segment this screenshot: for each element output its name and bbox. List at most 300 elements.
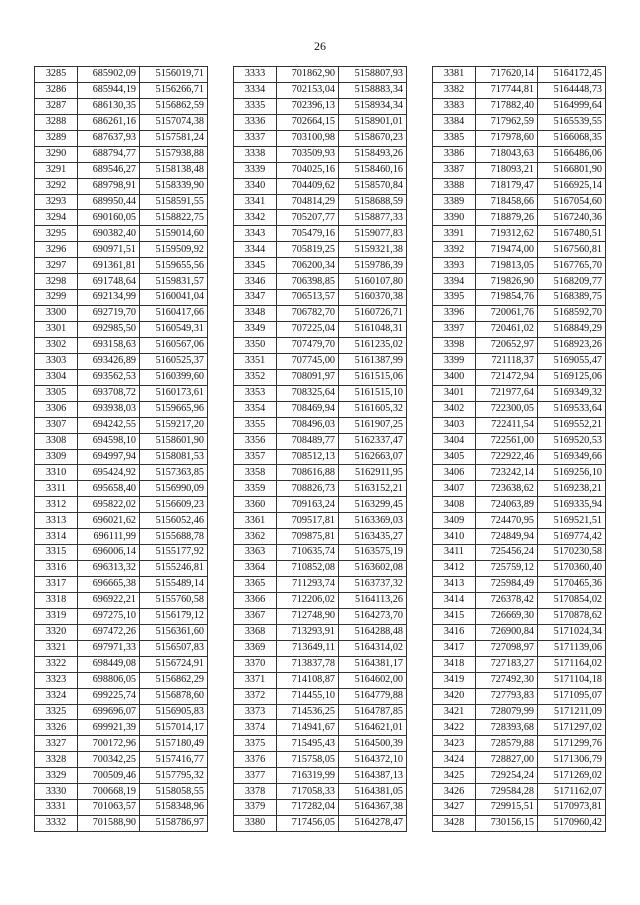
point-number-cell: 3291 [35,162,78,178]
point-number-cell: 3419 [433,672,476,688]
table-row [433,545,606,561]
table-row [234,608,407,624]
y-coordinate-cell: 5156361,60 [140,624,208,640]
x-coordinate-cell: 699225,74 [78,688,140,704]
x-coordinate-cell: 695658,40 [78,481,140,497]
x-coordinate-cell: 719312,62 [476,226,538,242]
point-number-cell: 3399 [433,353,476,369]
x-coordinate-cell: 695822,02 [78,497,140,513]
x-coordinate-cell: 707479,70 [277,337,339,353]
point-number-cell: 3420 [433,688,476,704]
y-coordinate-cell: 5166486,06 [538,146,606,162]
x-coordinate-cell: 703100,98 [277,130,339,146]
point-number-cell: 3394 [433,274,476,290]
x-coordinate-cell: 709163,24 [277,497,339,513]
x-coordinate-cell: 710635,74 [277,545,339,561]
x-coordinate-cell: 700668,19 [78,784,140,800]
table-row [35,672,208,688]
x-coordinate-cell: 729915,51 [476,800,538,816]
table-row [35,656,208,672]
table-row [234,656,407,672]
x-coordinate-cell: 708826,73 [277,481,339,497]
y-coordinate-cell: 5158081,53 [140,449,208,465]
point-number-cell: 3398 [433,337,476,353]
x-coordinate-cell: 702153,04 [277,82,339,98]
point-number-cell: 3403 [433,417,476,433]
x-coordinate-cell: 713293,91 [277,624,339,640]
x-coordinate-cell: 708616,88 [277,465,339,481]
x-coordinate-cell: 709875,81 [277,529,339,545]
y-coordinate-cell: 5161387,99 [339,353,407,369]
y-coordinate-cell: 5164278,47 [339,816,407,832]
point-number-cell: 3425 [433,768,476,784]
point-number-cell: 3366 [234,592,277,608]
point-number-cell: 3298 [35,274,78,290]
y-coordinate-cell: 5164381,05 [339,784,407,800]
x-coordinate-cell: 696006,14 [78,545,140,561]
y-coordinate-cell: 5155177,92 [140,545,208,561]
x-coordinate-cell: 696313,32 [78,561,140,577]
table-row [433,704,606,720]
table-row [234,481,407,497]
point-number-cell: 3328 [35,752,78,768]
y-coordinate-cell: 5164314,02 [339,640,407,656]
x-coordinate-cell: 702396,13 [277,98,339,114]
y-coordinate-cell: 5156724,91 [140,656,208,672]
table-row [433,417,606,433]
x-coordinate-cell: 696922,21 [78,592,140,608]
point-number-cell: 3375 [234,736,277,752]
x-coordinate-cell: 691361,81 [78,258,140,274]
point-number-cell: 3367 [234,608,277,624]
point-number-cell: 3330 [35,784,78,800]
table-row [35,816,208,832]
y-coordinate-cell: 5157363,85 [140,465,208,481]
point-number-cell: 3335 [234,98,277,114]
table-row [433,592,606,608]
x-coordinate-cell: 693426,89 [78,353,140,369]
y-coordinate-cell: 5169238,21 [538,481,606,497]
point-number-cell: 3413 [433,577,476,593]
table-row [433,577,606,593]
table-row [234,67,407,83]
point-number-cell: 3422 [433,720,476,736]
table-row [433,146,606,162]
table-row [35,210,208,226]
point-number-cell: 3421 [433,704,476,720]
y-coordinate-cell: 5160726,71 [339,306,407,322]
coordinates-table-2 [233,66,407,832]
y-coordinate-cell: 5170960,42 [538,816,606,832]
point-number-cell: 3289 [35,130,78,146]
y-coordinate-cell: 5160107,80 [339,274,407,290]
point-number-cell: 3333 [234,67,277,83]
point-number-cell: 3299 [35,290,78,306]
x-coordinate-cell: 697472,26 [78,624,140,640]
y-coordinate-cell: 5166068,35 [538,130,606,146]
x-coordinate-cell: 694242,55 [78,417,140,433]
x-coordinate-cell: 702664,15 [277,114,339,130]
y-coordinate-cell: 5161515,10 [339,385,407,401]
point-number-cell: 3308 [35,433,78,449]
table-row [234,561,407,577]
point-number-cell: 3405 [433,449,476,465]
x-coordinate-cell: 706200,34 [277,258,339,274]
point-number-cell: 3424 [433,752,476,768]
x-coordinate-cell: 719474,00 [476,242,538,258]
table-row [234,353,407,369]
y-coordinate-cell: 5166801,90 [538,162,606,178]
y-coordinate-cell: 5168209,77 [538,274,606,290]
table-row [234,784,407,800]
y-coordinate-cell: 5157014,17 [140,720,208,736]
y-coordinate-cell: 5158591,55 [140,194,208,210]
point-number-cell: 3364 [234,561,277,577]
table-row [433,194,606,210]
x-coordinate-cell: 703509,93 [277,146,339,162]
table-row [35,290,208,306]
y-coordinate-cell: 5161515,06 [339,369,407,385]
x-coordinate-cell: 719813,05 [476,258,538,274]
point-number-cell: 3290 [35,146,78,162]
point-number-cell: 3329 [35,768,78,784]
point-number-cell: 3363 [234,545,277,561]
y-coordinate-cell: 5163602,08 [339,561,407,577]
x-coordinate-cell: 722300,05 [476,401,538,417]
x-coordinate-cell: 699921,39 [78,720,140,736]
x-coordinate-cell: 691748,64 [78,274,140,290]
point-number-cell: 3368 [234,624,277,640]
y-coordinate-cell: 5158339,90 [140,178,208,194]
table-row [35,178,208,194]
table-row [234,688,407,704]
x-coordinate-cell: 724063,89 [476,497,538,513]
y-coordinate-cell: 5169349,66 [538,449,606,465]
x-coordinate-cell: 693158,63 [78,337,140,353]
point-number-cell: 3351 [234,353,277,369]
y-coordinate-cell: 5160370,38 [339,290,407,306]
y-coordinate-cell: 5156507,83 [140,640,208,656]
x-coordinate-cell: 714941,67 [277,720,339,736]
x-coordinate-cell: 718043,63 [476,146,538,162]
x-coordinate-cell: 706782,70 [277,306,339,322]
x-coordinate-cell: 727492,30 [476,672,538,688]
y-coordinate-cell: 5167765,70 [538,258,606,274]
y-coordinate-cell: 5162911,95 [339,465,407,481]
table-row [433,768,606,784]
point-number-cell: 3387 [433,162,476,178]
table-row [433,608,606,624]
y-coordinate-cell: 5155688,78 [140,529,208,545]
y-coordinate-cell: 5157581,24 [140,130,208,146]
point-number-cell: 3402 [433,401,476,417]
x-coordinate-cell: 696021,62 [78,513,140,529]
point-number-cell: 3340 [234,178,277,194]
x-coordinate-cell: 700172,96 [78,736,140,752]
y-coordinate-cell: 5158601,90 [140,433,208,449]
table-row [234,592,407,608]
table-row [234,210,407,226]
table-row [433,513,606,529]
y-coordinate-cell: 5164999,64 [538,98,606,114]
y-coordinate-cell: 5160417,66 [140,306,208,322]
point-number-cell: 3313 [35,513,78,529]
point-number-cell: 3302 [35,337,78,353]
y-coordinate-cell: 5158883,34 [339,82,407,98]
table-row [35,800,208,816]
table-row [35,561,208,577]
x-coordinate-cell: 693938,03 [78,401,140,417]
point-number-cell: 3365 [234,577,277,593]
point-number-cell: 3325 [35,704,78,720]
y-coordinate-cell: 5164602,00 [339,672,407,688]
point-number-cell: 3295 [35,226,78,242]
table-row [35,353,208,369]
point-number-cell: 3426 [433,784,476,800]
y-coordinate-cell: 5157795,32 [140,768,208,784]
table-row [35,401,208,417]
point-number-cell: 3319 [35,608,78,624]
point-number-cell: 3411 [433,545,476,561]
point-number-cell: 3300 [35,306,78,322]
point-number-cell: 3352 [234,369,277,385]
point-number-cell: 3401 [433,385,476,401]
y-coordinate-cell: 5171297,02 [538,720,606,736]
y-coordinate-cell: 5171164,02 [538,656,606,672]
y-coordinate-cell: 5158138,48 [140,162,208,178]
point-number-cell: 3386 [433,146,476,162]
table-row [234,768,407,784]
x-coordinate-cell: 712206,02 [277,592,339,608]
table-row [35,274,208,290]
table-row [433,529,606,545]
coordinates-table-3 [432,66,606,832]
x-coordinate-cell: 718879,26 [476,210,538,226]
table-row [35,82,208,98]
table-row [234,736,407,752]
x-coordinate-cell: 692985,50 [78,322,140,338]
y-coordinate-cell: 5171139,06 [538,640,606,656]
table-row [433,497,606,513]
x-coordinate-cell: 714536,25 [277,704,339,720]
y-coordinate-cell: 5156266,71 [140,82,208,98]
table-row [433,130,606,146]
table-row [35,114,208,130]
y-coordinate-cell: 5169521,51 [538,513,606,529]
point-number-cell: 3379 [234,800,277,816]
table-row [234,545,407,561]
point-number-cell: 3388 [433,178,476,194]
y-coordinate-cell: 5168389,75 [538,290,606,306]
x-coordinate-cell: 707225,04 [277,322,339,338]
point-number-cell: 3382 [433,82,476,98]
table-row [433,178,606,194]
x-coordinate-cell: 718179,47 [476,178,538,194]
y-coordinate-cell: 5166925,14 [538,178,606,194]
table-row [234,385,407,401]
y-coordinate-cell: 5171162,07 [538,784,606,800]
table-row [35,592,208,608]
y-coordinate-cell: 5168923,26 [538,337,606,353]
y-coordinate-cell: 5167240,36 [538,210,606,226]
table-row [35,465,208,481]
point-number-cell: 3409 [433,513,476,529]
point-number-cell: 3310 [35,465,78,481]
table-row [234,640,407,656]
y-coordinate-cell: 5160525,37 [140,353,208,369]
point-number-cell: 3307 [35,417,78,433]
table-row [234,322,407,338]
table-row [234,226,407,242]
point-number-cell: 3347 [234,290,277,306]
y-coordinate-cell: 5167480,51 [538,226,606,242]
y-coordinate-cell: 5159217,20 [140,417,208,433]
table-row [433,816,606,832]
x-coordinate-cell: 717978,60 [476,130,538,146]
x-coordinate-cell: 689798,91 [78,178,140,194]
x-coordinate-cell: 723638,62 [476,481,538,497]
table-row [433,98,606,114]
point-number-cell: 3362 [234,529,277,545]
point-number-cell: 3417 [433,640,476,656]
x-coordinate-cell: 727183,27 [476,656,538,672]
table-row [35,67,208,83]
point-number-cell: 3312 [35,497,78,513]
table-row [234,401,407,417]
table-row [234,529,407,545]
x-coordinate-cell: 730156,15 [476,816,538,832]
table-row [35,385,208,401]
x-coordinate-cell: 693562,53 [78,369,140,385]
y-coordinate-cell: 5164779,88 [339,688,407,704]
x-coordinate-cell: 688794,77 [78,146,140,162]
point-number-cell: 3406 [433,465,476,481]
point-number-cell: 3349 [234,322,277,338]
table-row [234,306,407,322]
table-row [35,258,208,274]
point-number-cell: 3316 [35,561,78,577]
table-row [35,306,208,322]
table-row [35,226,208,242]
y-coordinate-cell: 5158807,93 [339,67,407,83]
y-coordinate-cell: 5158901,01 [339,114,407,130]
y-coordinate-cell: 5161907,25 [339,417,407,433]
point-number-cell: 3331 [35,800,78,816]
page-number: 26 [314,39,326,53]
table-row [234,624,407,640]
y-coordinate-cell: 5171104,18 [538,672,606,688]
x-coordinate-cell: 697275,10 [78,608,140,624]
y-coordinate-cell: 5162663,07 [339,449,407,465]
y-coordinate-cell: 5159077,83 [339,226,407,242]
point-number-cell: 3358 [234,465,277,481]
x-coordinate-cell: 714108,87 [277,672,339,688]
y-coordinate-cell: 5156179,12 [140,608,208,624]
y-coordinate-cell: 5160549,31 [140,322,208,338]
table-row [433,561,606,577]
x-coordinate-cell: 685944,19 [78,82,140,98]
y-coordinate-cell: 5169552,21 [538,417,606,433]
point-number-cell: 3383 [433,98,476,114]
table-row [433,306,606,322]
table-row [433,624,606,640]
table-row [433,800,606,816]
table-row [234,577,407,593]
point-number-cell: 3395 [433,290,476,306]
x-coordinate-cell: 713837,78 [277,656,339,672]
table-row [433,258,606,274]
point-number-cell: 3389 [433,194,476,210]
table-row [35,481,208,497]
x-coordinate-cell: 720061,76 [476,306,538,322]
table-row [35,624,208,640]
point-number-cell: 3378 [234,784,277,800]
x-coordinate-cell: 717744,81 [476,82,538,98]
table-row [35,194,208,210]
x-coordinate-cell: 708489,77 [277,433,339,449]
table-row [433,401,606,417]
table-row [234,178,407,194]
point-number-cell: 3427 [433,800,476,816]
point-number-cell: 3392 [433,242,476,258]
y-coordinate-cell: 5169520,53 [538,433,606,449]
point-number-cell: 3286 [35,82,78,98]
y-coordinate-cell: 5157938,88 [140,146,208,162]
point-number-cell: 3390 [433,210,476,226]
x-coordinate-cell: 717882,40 [476,98,538,114]
y-coordinate-cell: 5157416,77 [140,752,208,768]
x-coordinate-cell: 727793,83 [476,688,538,704]
table-row [35,449,208,465]
table-row [234,146,407,162]
point-number-cell: 3338 [234,146,277,162]
y-coordinate-cell: 5168849,29 [538,322,606,338]
point-number-cell: 3320 [35,624,78,640]
y-coordinate-cell: 5170878,62 [538,608,606,624]
y-coordinate-cell: 5158570,84 [339,178,407,194]
y-coordinate-cell: 5170360,40 [538,561,606,577]
table-row [433,353,606,369]
table-row [35,577,208,593]
x-coordinate-cell: 720461,02 [476,322,538,338]
x-coordinate-cell: 696665,38 [78,577,140,593]
table-row [35,529,208,545]
y-coordinate-cell: 5170973,81 [538,800,606,816]
point-number-cell: 3355 [234,417,277,433]
point-number-cell: 3314 [35,529,78,545]
x-coordinate-cell: 707745,00 [277,353,339,369]
point-number-cell: 3322 [35,656,78,672]
x-coordinate-cell: 717282,04 [277,800,339,816]
point-number-cell: 3309 [35,449,78,465]
y-coordinate-cell: 5160399,60 [140,369,208,385]
table-row [35,146,208,162]
point-number-cell: 3323 [35,672,78,688]
table-row [234,130,407,146]
point-number-cell: 3408 [433,497,476,513]
x-coordinate-cell: 705479,16 [277,226,339,242]
point-number-cell: 3296 [35,242,78,258]
point-number-cell: 3317 [35,577,78,593]
y-coordinate-cell: 5169335,94 [538,497,606,513]
x-coordinate-cell: 705819,25 [277,242,339,258]
table-row [234,433,407,449]
point-number-cell: 3384 [433,114,476,130]
point-number-cell: 3361 [234,513,277,529]
y-coordinate-cell: 5170230,58 [538,545,606,561]
x-coordinate-cell: 724470,95 [476,513,538,529]
point-number-cell: 3288 [35,114,78,130]
